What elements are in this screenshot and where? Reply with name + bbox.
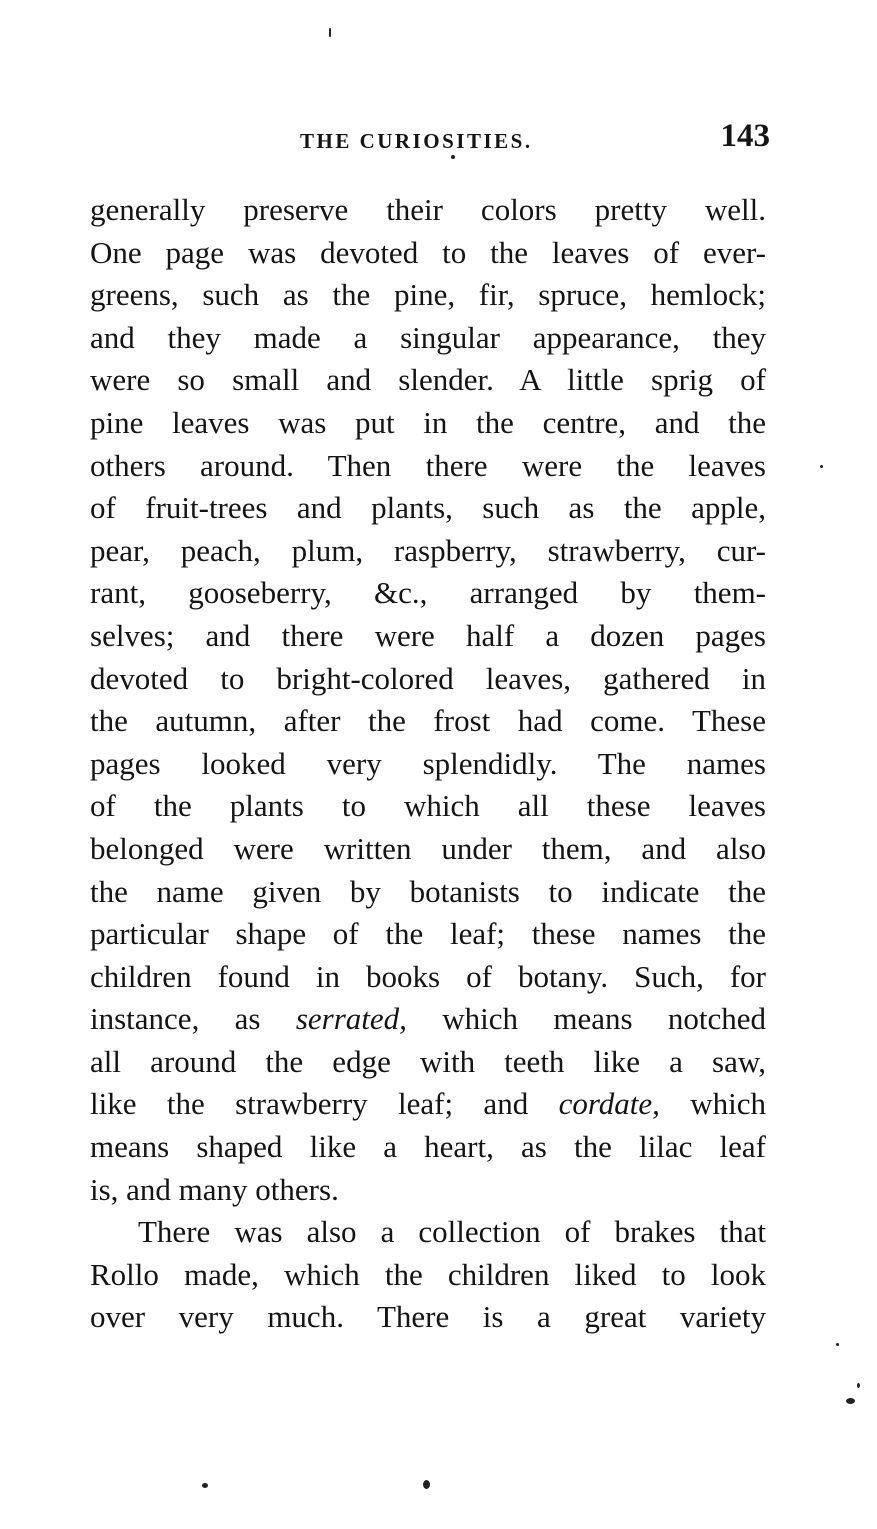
page-number: 143	[720, 118, 770, 154]
speck	[451, 155, 455, 159]
text-line: greens, such as the pine, fir, spruce, hemlock;	[90, 277, 766, 313]
text-line: of the plants to which all these leaves	[90, 788, 766, 824]
text-line: particular shape of the leaf; these names the	[90, 916, 766, 952]
text-line: children found in books of botany. Such, for	[90, 958, 766, 994]
text-line: is, and many others.	[90, 1171, 339, 1207]
text-line: Rollo made, which the children liked to look	[90, 1256, 766, 1292]
text-line: the autumn, after the frost had come. These	[90, 703, 766, 739]
speck	[423, 1480, 430, 1489]
speck	[857, 1383, 860, 1388]
page-header	[90, 118, 770, 158]
text-line: selves; and there were half a dozen pages	[90, 617, 766, 653]
speck	[846, 1398, 855, 1404]
text-line: means shaped like a heart, as the lilac leaf	[90, 1129, 766, 1165]
text-line: like the strawberry leaf; and cordate, which	[90, 1086, 766, 1122]
text-line: over very much. There is a great variety	[90, 1299, 766, 1335]
speck	[202, 1483, 208, 1488]
italic-term: cordate,	[558, 1086, 660, 1122]
body-text	[90, 189, 766, 1339]
speck	[329, 28, 331, 37]
text-line: all around the edge with teeth like a saw,	[90, 1043, 766, 1079]
paragraph	[90, 1211, 766, 1339]
text-line: pear, peach, plum, raspberry, strawberry, cur-	[90, 532, 766, 568]
text-line: and they made a singular appearance, they	[90, 319, 766, 355]
text-line: of fruit-trees and plants, such as the apple,	[90, 490, 766, 526]
speck	[836, 1343, 839, 1346]
text-line: There was also a collection of brakes that	[138, 1214, 766, 1250]
text-line: pine leaves was put in the centre, and the	[90, 404, 766, 440]
text-line: instance, as serrated, which means notched	[90, 1001, 766, 1037]
text-line: generally preserve their colors pretty well.	[90, 192, 766, 227]
running-head: THE CURIOSITIES.	[300, 129, 533, 153]
text-line: One page was devoted to the leaves of ever-	[90, 234, 766, 270]
text-line: the name given by botanists to indicate the	[90, 873, 766, 909]
text-line: devoted to bright-colored leaves, gathered in	[90, 660, 766, 696]
italic-term: serrated,	[295, 1001, 407, 1037]
text-line: pages looked very splendidly. The names	[90, 745, 766, 781]
paragraph	[90, 189, 766, 1211]
text-line: others around. Then there were the leaves	[90, 447, 766, 483]
text-line: rant, gooseberry, &c., arranged by them-	[90, 575, 766, 611]
text-line: were so small and slender. A little sprig of	[90, 362, 766, 398]
text-line: belonged were written under them, and also	[90, 830, 766, 866]
speck	[820, 465, 823, 468]
